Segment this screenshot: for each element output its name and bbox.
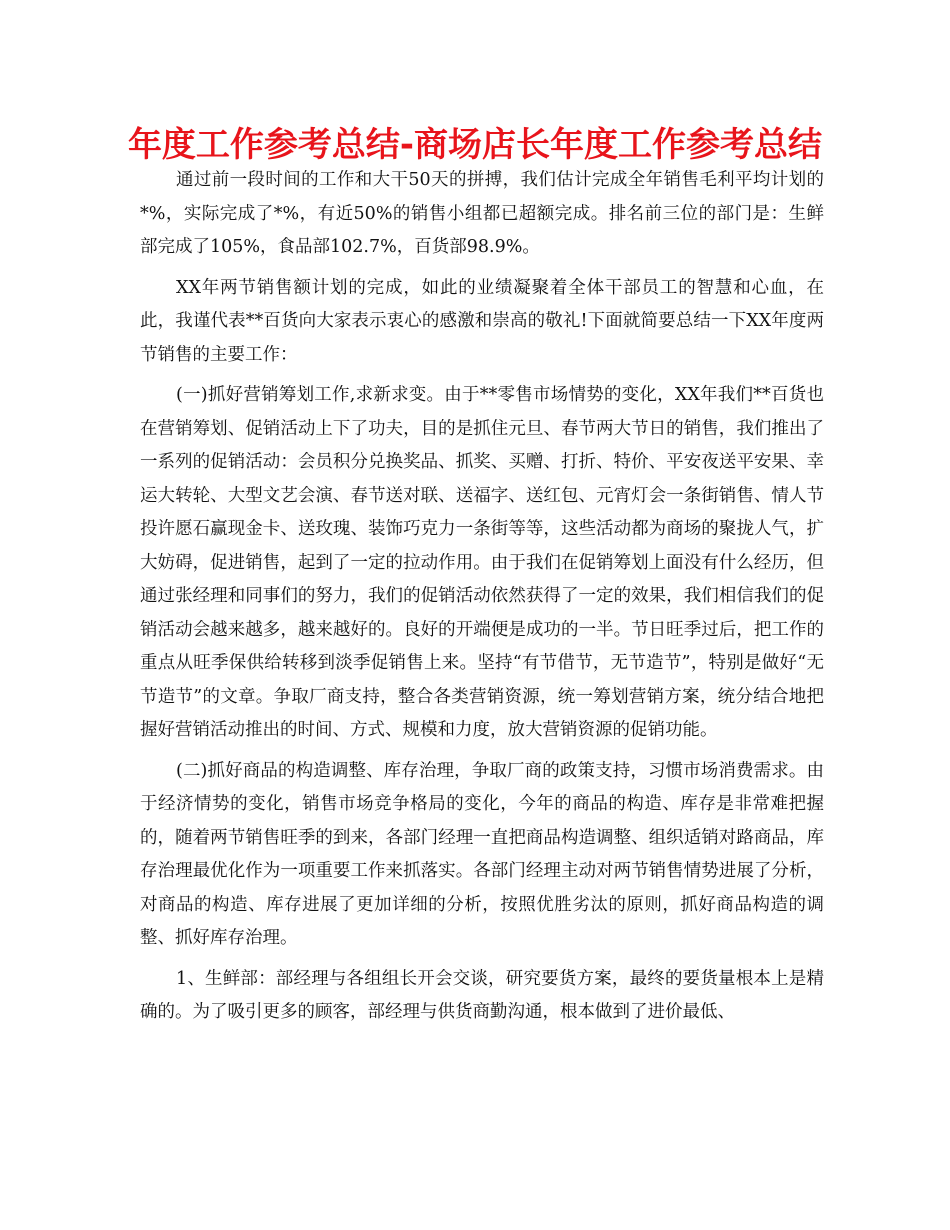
paragraph-marketing: (一)抓好营销筹划工作,求新求变。由于**零售市场情势的变化，XX年我们**百货也在营销筹划、促销活动上下了功夫，目的是抓住元旦、春节两大节日的销售，我们推出了一系列的促销活动：会员积分兑换奖品、抓奖、买赠、打折、特价、平安夜送平安果、幸运大转轮、大型文艺会演、春节送对联、送福字、送红包、元宵灯会一条街销售、情人节投许愿石赢现金卡、送玫瑰、装饰巧克力一条街等等，这些活动都为商场的聚拢人气，扩大妨碍，促进销售，起到了一定的拉动作用。由于我们在促销筹划上面没有什么经历，但通过张经理和同事们的努力，我们的促销活动依然获得了一定的效果，我们相信我们的促销活动会越来越多，越来越好的。良好的开端便是成功的一半。节日旺季过后，把工作的重点从旺季保供给转移到淡季促销售上来。坚持“有节借节，无节造节”，特别是做好“无节造节”的文章。争取厂商支持，整合各类营销资源，统一筹划营销方案，统分结合地把握好营销活动推出的时间、方式、规模和力度，放大营销资源的促销功能。 (140, 385, 824, 740)
document-title: 年度工作参考总结-商场店长年度工作参考总结 (127, 125, 823, 165)
paragraph-thanks: XX年两节销售额计划的完成，如此的业绩凝聚着全体干部员工的智慧和心血，在此，我谨代表**百货向大家表示衷心的感激和崇高的敬礼!下面就简要总结一下XX年度两节销售的主要工作： (140, 277, 824, 365)
paragraph-intro: 通过前一段时间的工作和大干50天的拼搏，我们估计完成全年销售毛利平均计划的*%，实际完成了*%，有近50%的销售小组都已超额完成。排名前三位的部门是：生鲜部完成了105%，食品部102.7%，百货部98.9%。 (140, 170, 824, 257)
paragraph-fresh-dept: 1、生鲜部：部经理与各组组长开会交谈，研究要货方案，最终的要货量根本上是精确的。为了吸引更多的顾客，部经理与供货商勤沟通，根本做到了进价最低、 (140, 968, 824, 1022)
document-body (140, 164, 824, 1037)
paragraph-inventory: (二)抓好商品的构造调整、库存治理，争取厂商的政策支持，习惯市场消费需求。由于经济情势的变化，销售市场竞争格局的变化，今年的商品的构造、库存是非常难把握的，随着两节销售旺季的到来，各部门经理一直把商品构造调整、组织适销对路商品，库存治理最优化作为一项重要工作来抓落实。各部门经理主动对两节销售情势进展了分析，对商品的构造、库存进展了更加详细的分析，按照优胜劣汰的原则，抓好商品构造的调整、抓好库存治理。 (140, 760, 824, 948)
